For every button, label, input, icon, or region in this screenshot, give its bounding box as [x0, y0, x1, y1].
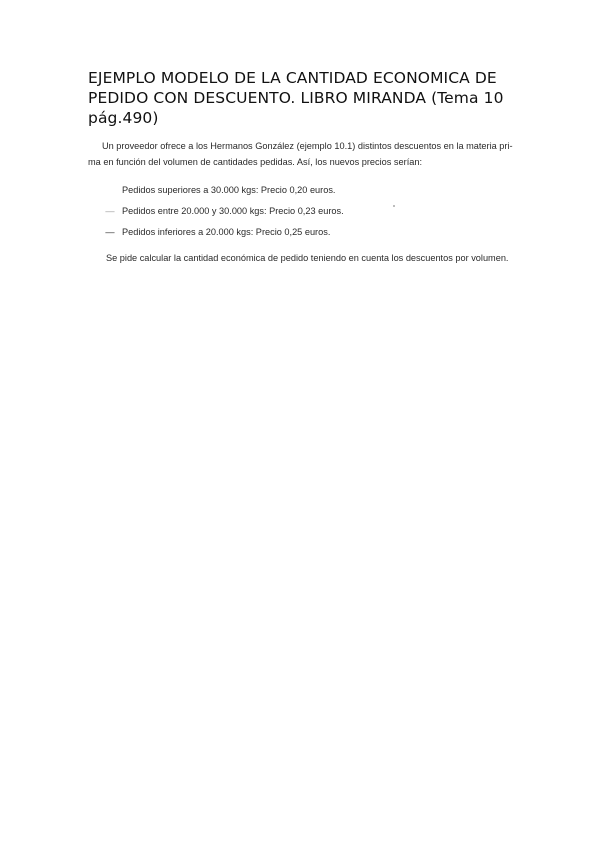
document-title: EJEMPLO MODELO DE LA CANTIDAD ECONOMICA DE PEDIDO CON DESCUENTO. LIBRO MIRANDA (Tema 10 pág.490) [88, 69, 504, 127]
intro-paragraph [88, 138, 518, 170]
price-item-20000-30000 [88, 205, 518, 217]
price-text: Pedidos superiores a 30.000 kgs: Precio 0,20 euros. [122, 185, 336, 195]
price-text: Pedidos inferiores a 20.000 kgs: Precio 0,25 euros. [122, 227, 331, 237]
dash-icon [104, 184, 116, 196]
scan-speck [393, 205, 395, 207]
price-item-under-20000 [88, 226, 518, 238]
price-text: Pedidos entre 20.000 y 30.000 kgs: Precio 0,23 euros. [122, 206, 344, 216]
intro-line-1: Un proveedor ofrece a los Hermanos González (ejemplo 10.1) distintos descuentos en la materia pri- [102, 141, 513, 151]
dash-icon: — [105, 227, 115, 237]
price-list [88, 184, 518, 238]
intro-line-2: ma en función del volumen de cantidades pedidas. Así, los nuevos precios serían: [88, 157, 423, 167]
closing-paragraph: Se pide calcular la cantidad económica de pedido teniendo en cuenta los descuentos por volumen. [106, 253, 509, 263]
dash-icon: — [105, 206, 115, 216]
price-item-over-30000 [88, 184, 518, 196]
scanned-excerpt [88, 138, 518, 266]
